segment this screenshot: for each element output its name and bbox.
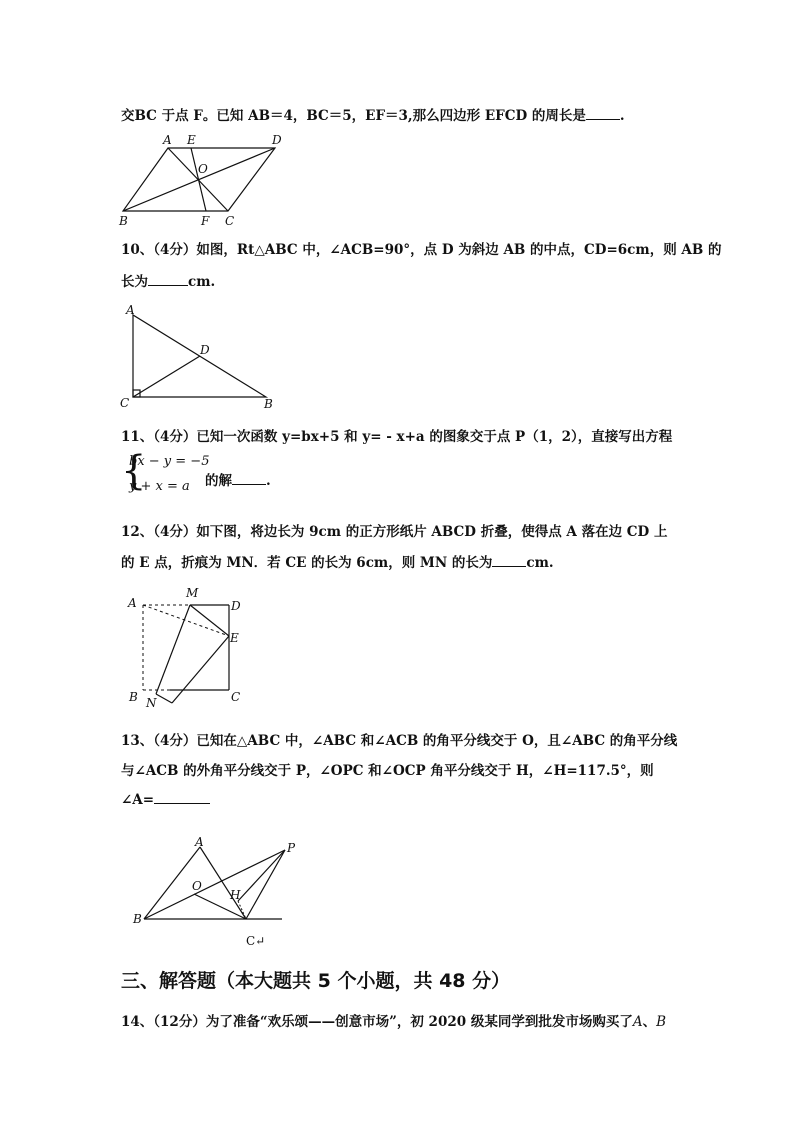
label-b: B xyxy=(119,214,128,228)
q9-text-main: 交BC 于点 F。已知 AB＝4，BC＝5，EF＝3,那么四边形 EFCD 的周长是 xyxy=(121,108,586,124)
q10-right-triangle-figure xyxy=(118,300,278,415)
label-p: P xyxy=(287,841,296,855)
segment-cp xyxy=(246,850,285,919)
q13-line2: 与∠ACB 的外角平分线交于 P，∠OPC 和∠OCP 角平分线交于 H，∠H=117.5°，则 xyxy=(121,763,654,779)
brace-symbol: { xyxy=(121,448,147,494)
q11-eq1: bx − y = −5 xyxy=(129,454,210,469)
q12-line2-pre: 的 E 点，折痕为 MN．若 CE 的长为 6cm，则 MN 的长为 xyxy=(121,555,493,571)
q13-line3-text: ∠A= xyxy=(121,792,155,808)
label-a: A xyxy=(126,303,135,317)
section-title: 三、解答题（本大题共 5 个小题，共 48 分） xyxy=(121,970,511,992)
label-b: B xyxy=(129,690,138,704)
label-c: C xyxy=(120,396,130,410)
q14-main: 14、（12分）为了准备“欢乐颂——创意市场”，初 2020 级某同学到批发市场购买了 xyxy=(121,1014,633,1030)
label-o: O xyxy=(192,879,202,893)
q14-var-a: A xyxy=(632,1014,643,1030)
q10-line2-post: cm. xyxy=(188,274,216,290)
q12-line2 xyxy=(121,551,554,571)
q11-answer-blank[interactable] xyxy=(232,472,266,485)
q11-eq2: y + x = a xyxy=(129,479,190,494)
segment-ef xyxy=(191,148,206,211)
folded-n-edge xyxy=(156,694,172,703)
label-e: E xyxy=(187,133,196,147)
q11-period: . xyxy=(266,473,271,489)
q11-suffix: 的解 xyxy=(205,473,232,489)
q14-var-b: B xyxy=(656,1014,666,1030)
label-a: A xyxy=(163,133,172,147)
q12-answer-blank[interactable] xyxy=(492,554,526,567)
label-c: C↵ xyxy=(246,934,266,948)
label-c: C xyxy=(225,214,235,228)
label-d: D xyxy=(200,343,210,357)
q13-answer-blank[interactable] xyxy=(154,791,210,804)
q9-answer-blank[interactable] xyxy=(586,107,620,120)
bisector-bp xyxy=(144,850,285,919)
crease-mn xyxy=(156,605,190,694)
label-n: N xyxy=(146,696,157,710)
q11-line1: 11、（4分）已知一次函数 y=bx+5 和 y= - x+a 的图象交于点 P（1，2），直接写出方程 xyxy=(121,429,673,445)
label-e: E xyxy=(230,631,239,645)
q9-text xyxy=(121,104,625,124)
q10-line1: 10、（4分）如图，Rt△ABC 中，∠ACB=90°，点 D 为斜边 AB 的中点，CD=6cm，则 AB 的 xyxy=(121,242,722,258)
folded-me xyxy=(190,605,229,636)
q10-answer-blank[interactable] xyxy=(148,273,188,286)
label-o: O xyxy=(198,162,208,176)
label-d: D xyxy=(231,599,241,613)
label-a: A xyxy=(128,596,137,610)
label-b: B xyxy=(264,397,273,411)
q12-line2-post: cm. xyxy=(526,555,554,571)
segment-hp xyxy=(238,850,285,901)
label-h: H xyxy=(230,888,241,902)
q9-period: . xyxy=(619,108,625,124)
label-f: F xyxy=(201,214,210,228)
label-m: M xyxy=(186,586,199,600)
q13-triangle-bisector-figure xyxy=(130,835,310,950)
q14-text xyxy=(121,1010,666,1030)
label-d: D xyxy=(272,133,282,147)
label-c: C xyxy=(231,690,241,704)
q10-line2 xyxy=(121,270,215,290)
q14-sep: 、 xyxy=(642,1014,657,1030)
dashed-ae xyxy=(143,605,229,636)
q12-square-fold-figure xyxy=(125,585,255,715)
q12-line1: 12、（4分）如下图，将边长为 9cm 的正方形纸片 ABCD 折叠，使得点 A 落在边 CD 上 xyxy=(121,524,668,540)
q11-suffix-wrap xyxy=(205,469,271,489)
label-a: A xyxy=(195,835,204,849)
q13-line1: 13、（4分）已知在△ABC 中，∠ABC 和∠ACB 的角平分线交于 O，且∠ABC 的角平分线 xyxy=(121,733,678,749)
median-cd xyxy=(133,356,200,397)
q10-line2-pre: 长为 xyxy=(121,274,148,290)
label-b: B xyxy=(133,912,142,926)
q9-parallelogram-figure xyxy=(115,128,295,228)
q13-line3 xyxy=(121,791,210,808)
folded-en xyxy=(172,636,229,703)
